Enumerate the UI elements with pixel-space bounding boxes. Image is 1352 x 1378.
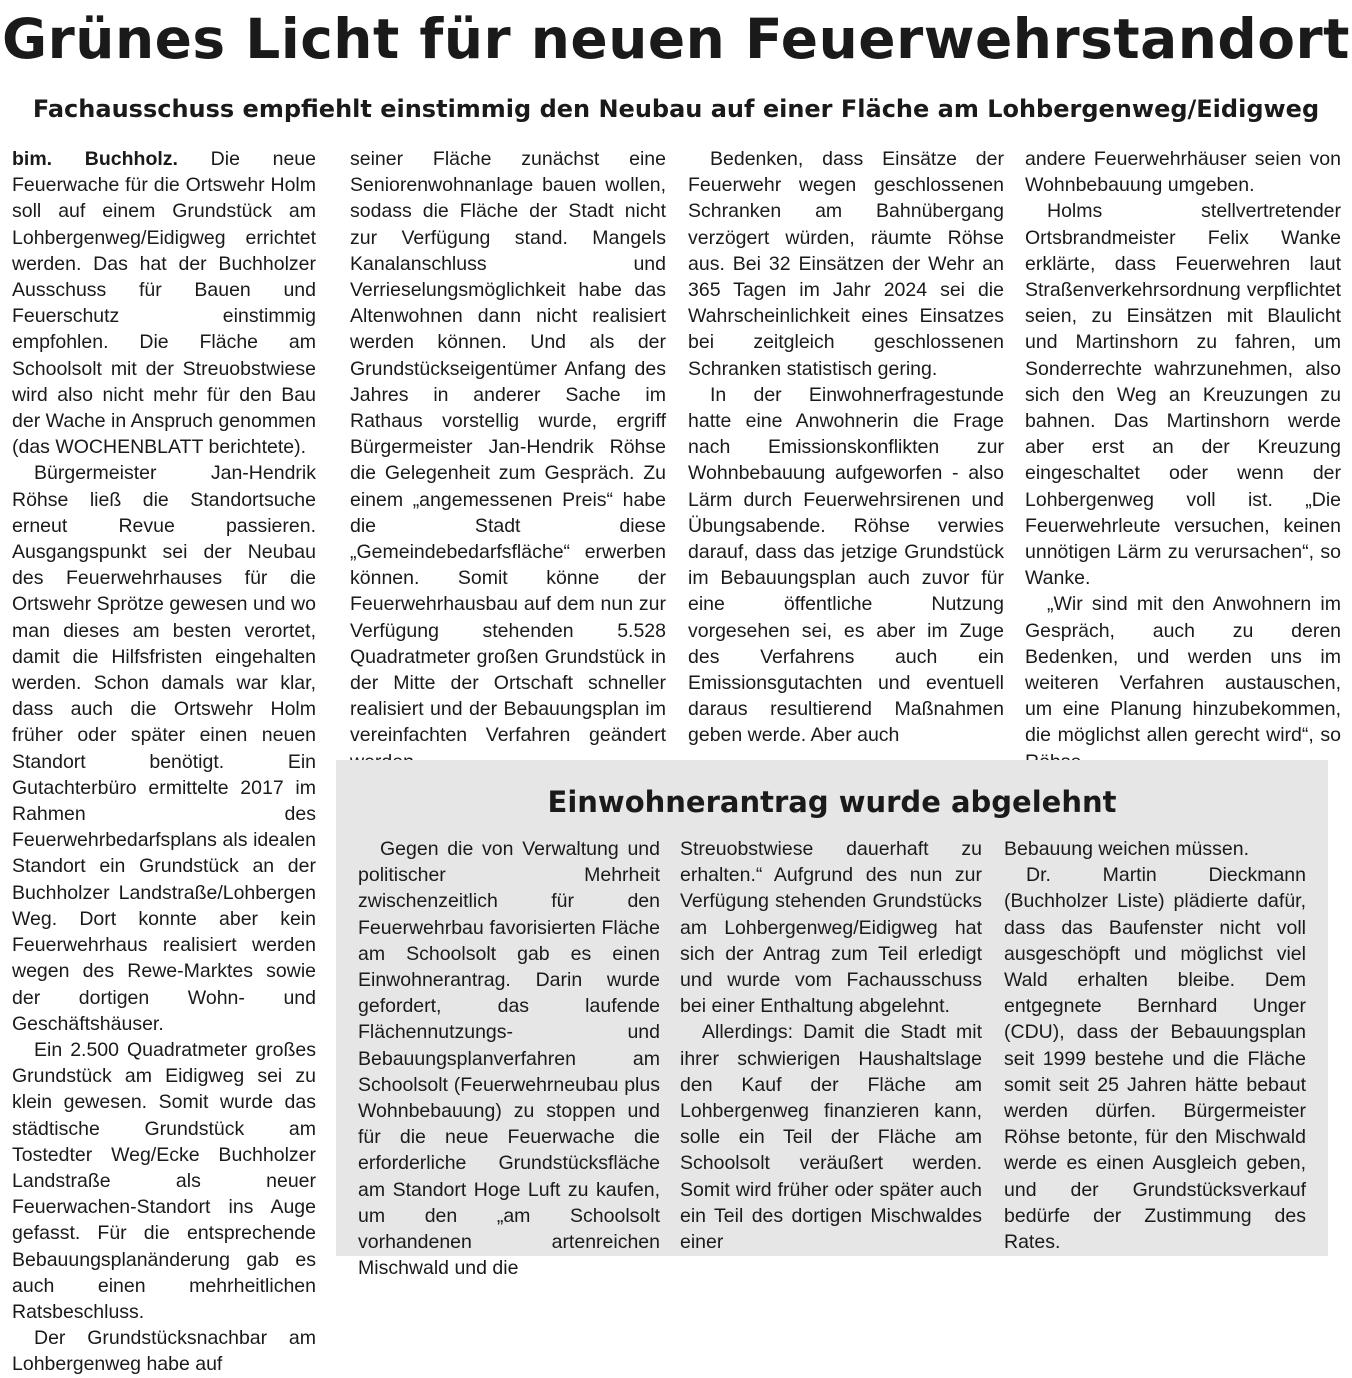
sidebar-paragraph: Allerdings: Damit die Stadt mit ihrer schwierigen Haushaltslage den Kauf der Fläche am Lohbergenweg finanzieren kann, solle ein Teil der Fläche am Schoolsolt veräußert werden. Somit wird früher oder später auch ein Teil des dortigen Mischwaldes einer [680,1021,982,1254]
sidebar-paragraph: Streuobstwiese dauerhaft zu erhalten.“ Aufgrund des nun zur Verfügung stehenden Grundstücks am Lohbergenweg/Eidigweg hat sich der Antrag zum Teil erledigt und wurde vom Fachausschuss bei einer Enthaltung abgelehnt. [680,838,982,1018]
article-paragraph: Bedenken, dass Einsätze der Feuerwehr wegen geschlossenen Schranken am Bahnübergang verzögert würden, räumte Röhse aus. Bei 32 Einsätzen der Wehr an 365 Tagen im Jahr 2024 sei die Wahrscheinlichkeit eines Einsatzes bei zeitgleich geschlossenen Schranken statistisch gering. [688,148,1004,380]
sidebar-box [336,760,1328,1280]
paragraph-text: Die neue Feuerwache für die Ortswehr Holm soll auf einem Grundstück am Lohbergenweg/Eidigweg errichtet werden. Das hat der Buchholzer Ausschuss für Bauen und Feuerschutz einstimmig empfohlen. Die Fläche am Schoolsolt mit der Streuobstwiese wird also nicht mehr für den Bau der Wache in Anspruch genommen (das WOCHENBLATT berichtete). [12,148,316,459]
article-column-2 [350,146,666,775]
sidebar-paragraph: Gegen die von Verwaltung und politischer Mehrheit zwischenzeitlich für den Feuerwehrbau favorisierten Fläche am Schoolsolt gab es einen Einwohnerantrag. Darin wurde gefordert, das laufende Flächennutzungs- und Bebauungsplanverfahren am Schoolsolt (Feuerwehrneubau plus Wohnbebauung) zu stoppen und für die neue Feuerwache die erforderliche Grundstücksfläche am Standort Hoge Luft zu kaufen, um den „am Schoolsolt vorhandenen artenreichen Mischwald und die [358,838,660,1280]
article-column-4 [1025,146,1341,775]
dateline: bim. Buchholz. [12,148,178,170]
sidebar-box-title: Einwohnerantrag wurde abgelehnt [547,785,1117,819]
article-paragraph: Ein 2.500 Quadratmeter großes Grundstück am Eidigweg sei zu klein gewesen. Somit wurde das städtische Grundstück am Tostedter Weg/Ecke Buchholzer Landstraße als neuer Feuerwachen-Standort ins Auge gefasst. Für die entsprechende Bebauungsplanänderung gab es auch einen mehrheitlichen Ratsbeschluss. [12,1038,316,1323]
article-column-3 [688,146,1004,749]
article-paragraph [12,146,316,460]
article-paragraph: Holms stellvertretender Ortsbrandmeister Felix Wanke erklärte, dass Feuerwehren laut Straßenverkehrsordnung verpflichtet seien, zu Einsätzen mit Blaulicht und Martinshorn zu fahren, um Sonderrechte wahrzunehmen, also sich den Weg an Kreuzungen zu bahnen. Das Martinshorn werde aber erst an der Kreuzung eingeschaltet oder wenn der Lohbergenweg voll ist. „Die Feuerwehrleute versuchen, keinen unnötigen Lärm zu verursachen“, so Wanke. [1025,200,1341,590]
sidebar-column-2 [680,836,982,1255]
article-paragraph: seiner Fläche zunächst eine Seniorenwohnanlage bauen wollen, sodass die Fläche der Stadt nicht zur Verfügung stand. Mangels Kanalanschluss und Verrieselungsmöglichkeit habe das Altenwohnen dann nicht realisiert werden können. Und als der Grundstückseigentümer Anfang des Jahres in anderer Sache im Rathaus vorstellig wurde, ergriff Bürgermeister Jan-Hendrik Röhse die Gelegenheit zum Gespräch. Zu einem „angemessenen Preis“ habe die Stadt diese „Gemeindebedarfsfläche“ erwerben können. Somit könne der Feuerwehrhausbau auf dem nun zur Verfügung stehenden 5.528 Quadratmeter großen Grundstück in der Mitte der Ortschaft schneller realisiert und der Bebauungsplan im vereinfachten Verfahren geändert [350,148,666,747]
sidebar-column-1 [358,836,660,1281]
article-column-1 [12,146,316,1378]
sidebar-column-3 [1004,836,1306,1255]
article-paragraph: „Wir sind mit den Anwohnern im Gespräch, auch zu deren Bedenken, und werden uns im weiteren Verfahren austauschen, um eine Planung hinzubekommen, die möglichst allen gerecht wird“, so [1025,593,1341,747]
article-paragraph: Bürgermeister Jan-Hendrik Röhse ließ die Standortsuche erneut Revue passieren. Ausgangspunkt sei der Neubau des Feuerwehrhauses für die Ortswehr Sprötze gewesen und wo man dieses am besten verortet, damit die Hilfsfristen eingehalten werden. Schon damals war klar, dass auch die Ortswehr Holm früher oder später einen neuen Standort benötigt. Ein Gutachterbüro ermittelte 2017 im Rahmen des Feuerwehrbedarfsplans als idealen Standort ein Grundstück an der Buchholzer Landstraße/Lohbergen Weg. Dort konnte aber kein Feuerwehrhaus realisiert werden wegen des Rewe-Marktes sowie der dortigen Wohn- und Geschäftshäuser. [12,462,316,1035]
headline: Grünes Licht für neuen Feuerwehrstandort [2,7,1350,71]
sidebar-paragraph: Dr. Martin Dieckmann (Buchholzer Liste) plädierte dafür, dass das Baufenster nicht voll ausgeschöpft und möglichst viel Wald erhalten bleibe. Dem entgegnete Bernhard Unger (CDU), dass der Bebauungsplan seit 1999 bestehe und die Fläche somit seit 25 Jahren hätte bebaut werden dürfen. Bürgermeister Röhse betonte, für den Mischwald werde es einen Ausgleich geben, und der Grundstücksverkauf bedürfe der Zustimmung des Rates. [1004,864,1306,1254]
article-paragraph: In der Einwohnerfragestunde hatte eine Anwohnerin die Frage nach Emissionskonflikten zur Wohnbebauung aufgeworfen - also Lärm durch Feuerwehrsirenen und Übungsabende. Röhse verwies darauf, dass das jetzige Grundstück im Bebauungsplan auch zuvor für eine öffentliche Nutzung vorgesehen sei, es aber im Zuge des Verfahrens auch ein Emissionsgutachten und eventuell daraus resultierend Maßnahmen geben werde. Aber auch [688,383,1004,747]
subheadline: Fachausschuss empfiehlt einstimmig den Neubau auf einer Fläche am Lohbergenweg/Eidigweg [32,95,1320,123]
sidebar-paragraph: Bebauung weichen müssen. [1004,838,1249,860]
article-paragraph: Der Grundstücksnachbar am Lohbergenweg habe auf [12,1327,316,1376]
article-paragraph: andere Feuerwehrhäuser seien von Wohnbebauung umgeben. [1025,148,1341,197]
